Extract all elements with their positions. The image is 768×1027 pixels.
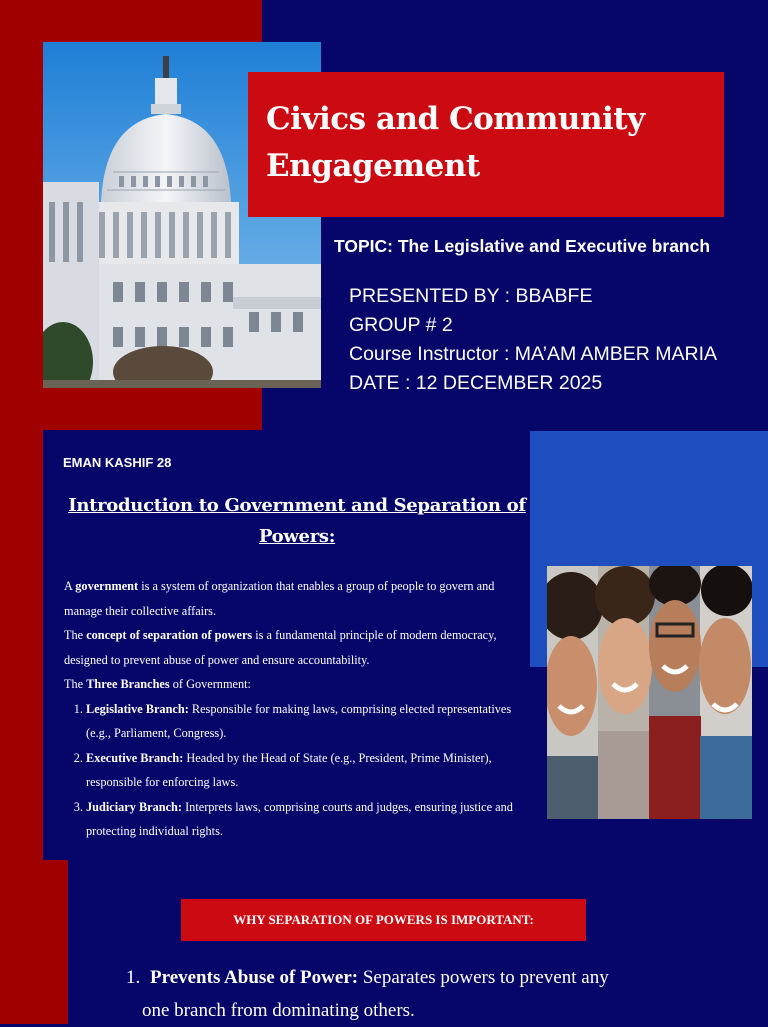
presentation-date: DATE : 12 DECEMBER 2025	[349, 372, 603, 394]
branches-list	[64, 697, 514, 844]
paragraph-branches-intro: The Three Branches of Government:	[64, 677, 251, 691]
paragraph-separation: The concept of separation of powers is a fundamental principle of modern democracy, designed to prevent abuse of power and ensure accountability.	[64, 628, 497, 667]
section-body	[64, 574, 514, 844]
author-label: EMAN KASHIF 28	[63, 455, 172, 470]
list-item: 1. Legislative Branch: Responsible for making laws, comprising elected representatives (e.g., Parliament, Congress).	[86, 697, 514, 746]
title-box	[248, 72, 724, 217]
point-number: 1.	[126, 967, 141, 988]
point-title: Prevents Abuse of Power:	[150, 967, 359, 988]
page-title	[266, 96, 706, 190]
title-line-2: Engagement	[266, 148, 480, 184]
people-faces-image	[547, 566, 752, 819]
point-1	[126, 961, 666, 1027]
course-instructor: Course Instructor : MA’AM AMBER MARIA	[349, 343, 718, 365]
list-item: 3. Judiciary Branch: Interprets laws, comprising courts and judges, ensuring justice and protecting individual rights.	[86, 795, 514, 844]
topic-line: TOPIC: The Legislative and Executive branch	[334, 236, 711, 256]
point-text-line1: Separates powers to prevent any	[358, 967, 609, 988]
presented-by: PRESENTED BY : BBABFE	[349, 285, 593, 307]
presentation-info	[349, 282, 717, 398]
list-item: 2. Executive Branch: Headed by the Head of State (e.g., President, Prime Minister), responsible for enforcing laws.	[86, 746, 514, 795]
section-title: Introduction to Government and Separation of Powers:	[68, 495, 526, 547]
paragraph-government: A government is a system of organization that enables a group of people to govern and manage their collective affairs.	[64, 579, 495, 618]
title-line-1: Civics and Community	[266, 101, 645, 137]
point-text-line2: one branch from dominating others.	[142, 1000, 415, 1021]
why-heading-box	[181, 899, 586, 941]
group-number: GROUP # 2	[349, 314, 453, 336]
why-heading: WHY SEPARATION OF POWERS IS IMPORTANT:	[233, 912, 534, 927]
